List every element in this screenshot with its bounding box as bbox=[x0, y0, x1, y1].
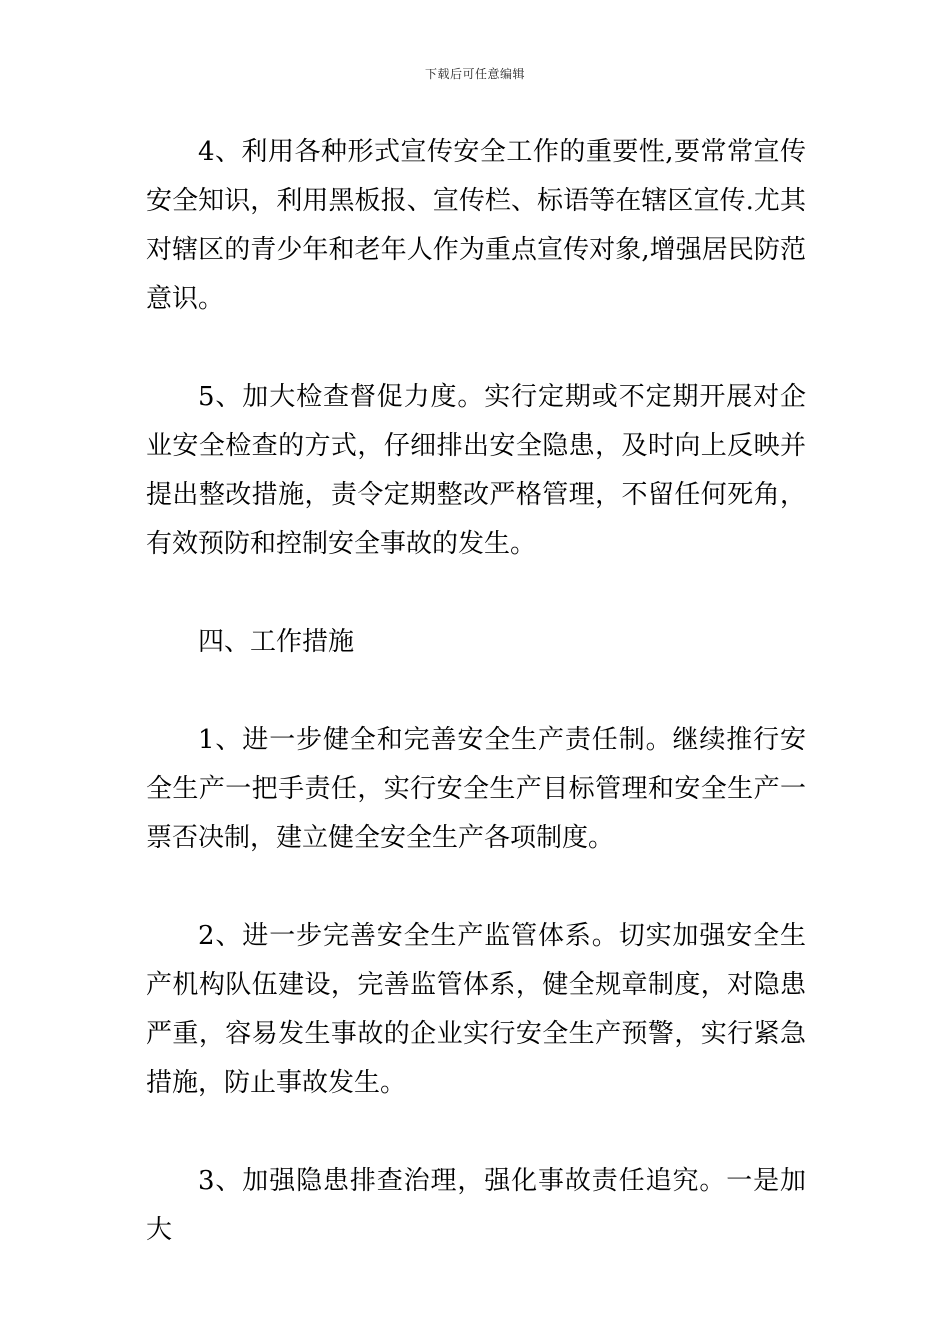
paragraph-3-hazard-control: 3、加强隐患排查治理，强化事故责任追究。一是加大 bbox=[146, 1166, 806, 1245]
paragraph-5-inspection: 5、加大检查督促力度。实行定期或不定期开展对企业安全检查的方式，仔细排出安全隐患，及时向上反映并提出整改措施，责令定期整改严格管理，不留任何死角，有效预防和控制安全事故的发生。 bbox=[146, 382, 806, 559]
document-body bbox=[146, 128, 806, 1255]
page-header-note: 下载后可任意编辑 bbox=[424, 67, 525, 81]
paragraph-gap bbox=[146, 569, 806, 618]
paragraph-gap bbox=[146, 667, 806, 716]
paragraph-gap bbox=[146, 1108, 806, 1157]
paragraph-2-supervision: 2、进一步完善安全生产监管体系。切实加强安全生产机构队伍建设，完善监管体系，健全规章制度，对隐患严重，容易发生事故的企业实行安全生产预警，实行紧急措施，防止事故发生。 bbox=[146, 921, 806, 1098]
paragraph-1-responsibility: 1、进一步健全和完善安全生产责任制。继续推行安全生产一把手责任，实行安全生产目标管理和安全生产一票否决制，建立健全安全生产各项制度。 bbox=[146, 725, 806, 853]
paragraph-gap bbox=[146, 324, 806, 373]
paragraph-4-publicity: 4、利用各种形式宣传安全工作的重要性,要常常宣传安全知识，利用黑板报、宣传栏、标语等在辖区宣传.尤其对辖区的青少年和老年人作为重点宣传对象,增强居民防范意识。 bbox=[146, 137, 806, 314]
section-heading-work-measures: 四、工作措施 bbox=[198, 627, 355, 657]
paragraph-gap bbox=[146, 863, 806, 912]
